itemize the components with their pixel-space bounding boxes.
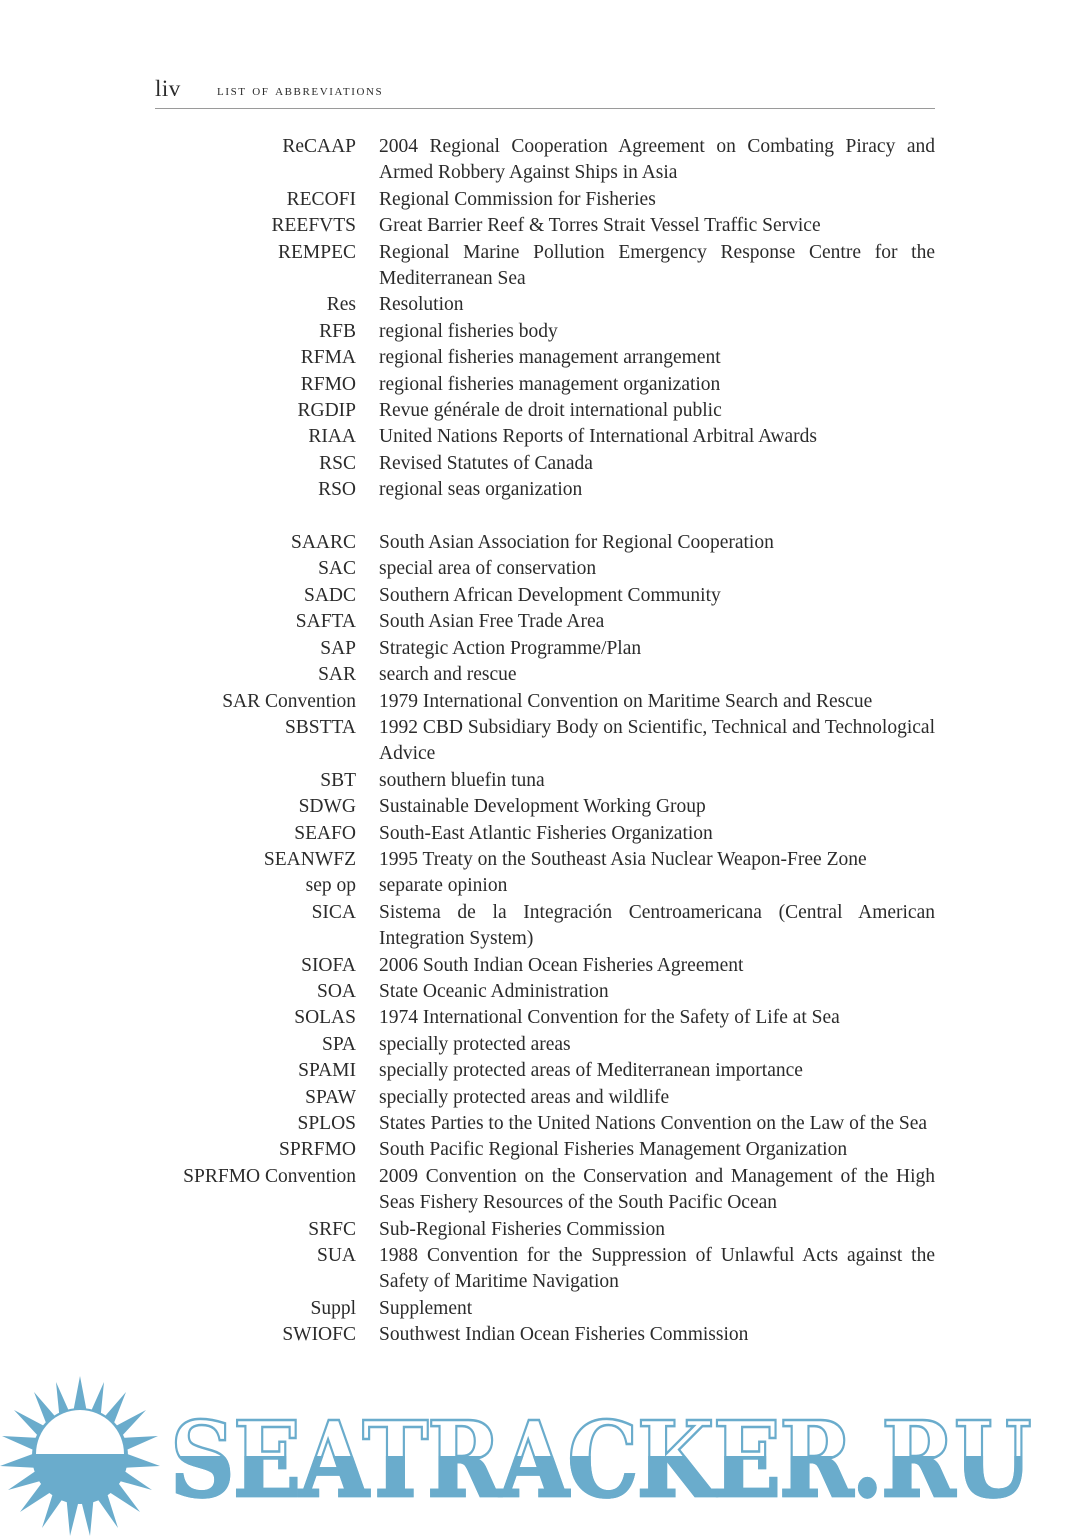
abbreviation-definition: regional seas organization — [379, 479, 583, 501]
abbreviation-definition: Resolution — [379, 294, 464, 316]
abbreviation-definition: specially protected areas and wildlife — [379, 1086, 670, 1108]
abbreviation-term: SIOFA — [301, 954, 356, 976]
abbreviation-term: SWIOFC — [282, 1324, 356, 1346]
abbreviation-entry — [0, 979, 1080, 1005]
abbreviation-definition: Supplement — [379, 1297, 473, 1319]
abbreviation-entry — [0, 556, 1080, 582]
abbreviation-term: SPRFMO Convention — [183, 1165, 356, 1187]
abbreviation-entry — [0, 1111, 1080, 1137]
abbreviation-term: SOLAS — [294, 1007, 356, 1029]
abbreviation-term: SEANWFZ — [263, 848, 356, 870]
sun-icon — [0, 1376, 160, 1536]
abbreviation-term: SOA — [316, 980, 356, 1002]
abbreviation-term: RECOFI — [286, 188, 356, 210]
abbreviation-definition: southern bluefin tuna — [379, 769, 545, 791]
abbreviation-entry — [0, 213, 1080, 239]
abbreviation-definition: search and rescue — [379, 664, 517, 686]
running-head-title: list of abbreviations — [217, 82, 384, 99]
abbreviation-definition: Strategic Action Programme/Plan — [379, 637, 642, 659]
abbreviation-entry — [0, 1217, 1080, 1243]
abbreviation-definition: South Asian Free Trade Area — [379, 611, 605, 633]
abbreviation-entry — [0, 873, 1080, 899]
abbreviation-definition: Sustainable Development Working Group — [379, 796, 706, 818]
abbreviation-term: SPRFMO — [279, 1139, 356, 1161]
abbreviation-definition: Southwest Indian Ocean Fisheries Commission — [379, 1324, 749, 1346]
abbreviation-term: SPAW — [305, 1086, 356, 1108]
abbreviation-term: Suppl — [310, 1297, 356, 1319]
abbreviation-entry — [0, 530, 1080, 556]
abbreviation-definition: specially protected areas of Mediterranean importance — [379, 1060, 803, 1082]
abbreviation-entry — [0, 292, 1080, 318]
abbreviation-entry — [0, 187, 1080, 213]
abbreviation-definition: regional fisheries body — [379, 320, 558, 342]
abbreviation-definition: Southern African Development Community — [379, 584, 721, 606]
abbreviation-definition: separate opinion — [379, 875, 508, 897]
abbreviation-term: SPLOS — [297, 1113, 356, 1135]
abbreviation-term: ReCAAP — [282, 136, 356, 157]
abbreviation-entry — [0, 953, 1080, 979]
abbreviation-entry — [0, 900, 1080, 953]
abbreviation-term: SAARC — [290, 532, 356, 554]
abbreviation-term: SICA — [311, 901, 356, 923]
section-r — [0, 134, 1080, 504]
page-number: liv — [155, 76, 181, 101]
abbreviation-entry — [0, 1243, 1080, 1296]
abbreviation-entry — [0, 794, 1080, 820]
abbreviation-entry — [0, 609, 1080, 635]
abbreviation-definition: South Pacific Regional Fisheries Management Organization — [379, 1139, 848, 1161]
abbreviation-term: SPA — [322, 1033, 356, 1055]
abbreviation-definition: 2009 Convention on the Conservation and Management of the High Seas Fishery Resources of the South Pacific Ocean — [379, 1165, 935, 1214]
abbreviation-term: SAP — [320, 637, 356, 659]
abbreviation-term: SRFC — [308, 1218, 356, 1240]
abbreviation-entry — [0, 636, 1080, 662]
abbreviation-term: RGDIP — [297, 400, 356, 422]
abbreviation-term: RSC — [319, 452, 356, 474]
abbreviation-entry — [0, 1296, 1080, 1322]
abbreviation-definition: 1992 CBD Subsidiary Body on Scientific, Technical and Technological Advice — [379, 716, 935, 765]
header-rule — [155, 108, 935, 109]
abbreviation-definition: specially protected areas — [379, 1033, 571, 1055]
abbreviation-definition: South-East Atlantic Fisheries Organization — [379, 822, 713, 844]
abbreviation-entry — [0, 715, 1080, 768]
abbreviation-definition: South Asian Association for Regional Cooperation — [379, 532, 774, 554]
abbreviation-term: RFB — [319, 320, 356, 342]
abbreviation-term: SAFTA — [295, 611, 356, 633]
abbreviation-term: REEFVTS — [271, 215, 356, 237]
abbreviation-term: SEAFO — [294, 822, 356, 844]
abbreviation-definition: 2006 South Indian Ocean Fisheries Agreement — [379, 954, 744, 976]
abbreviation-term: SBT — [320, 769, 356, 791]
abbreviation-definition: State Oceanic Administration — [379, 980, 609, 1002]
abbreviation-entry — [0, 847, 1080, 873]
abbreviation-definition: United Nations Reports of International Arbitral Awards — [379, 426, 817, 448]
section-s — [0, 530, 1080, 1349]
abbreviation-term: Res — [326, 294, 356, 316]
abbreviation-entry — [0, 477, 1080, 503]
abbreviation-term: SUA — [316, 1245, 356, 1267]
abbreviation-term: SBSTTA — [284, 716, 356, 738]
abbreviation-entry — [0, 398, 1080, 424]
abbreviation-entry — [0, 1032, 1080, 1058]
abbreviation-term: RIAA — [308, 426, 356, 448]
abbreviation-entry — [0, 821, 1080, 847]
watermark — [0, 1372, 1080, 1522]
abbreviation-definition: 1995 Treaty on the Southeast Asia Nuclear Weapon-Free Zone — [379, 848, 867, 870]
abbreviation-definition: Regional Commission for Fisheries — [379, 188, 656, 210]
abbreviation-definition: 1979 International Convention on Maritime Search and Rescue — [379, 690, 873, 712]
abbreviation-definition: Sub-Regional Fisheries Commission — [379, 1218, 666, 1240]
section-divider — [0, 504, 1080, 530]
abbreviation-definition: regional fisheries management organization — [379, 373, 721, 395]
abbreviation-term: SADC — [303, 584, 356, 606]
abbreviation-term: RFMA — [300, 347, 356, 369]
abbreviation-entry — [0, 424, 1080, 450]
abbreviation-entry — [0, 319, 1080, 345]
watermark-text: SEATRACKER.RU — [170, 1398, 1031, 1521]
abbreviation-entry — [0, 1322, 1080, 1348]
abbreviation-term: RFMO — [300, 373, 356, 395]
abbreviation-definition: States Parties to the United Nations Convention on the Law of the Sea — [379, 1113, 928, 1135]
abbreviation-definition: Great Barrier Reef & Torres Strait Vessel Traffic Service — [379, 215, 821, 237]
abbreviation-term: SAR — [318, 664, 356, 686]
abbreviation-term: SPAMI — [298, 1060, 356, 1082]
abbreviation-definition: Regional Marine Pollution Emergency Response Centre for the Mediterranean Sea — [379, 241, 935, 290]
abbreviation-term: SDWG — [298, 796, 356, 818]
abbreviation-entry — [0, 1005, 1080, 1031]
abbreviation-entry — [0, 662, 1080, 688]
abbreviation-entry — [0, 768, 1080, 794]
abbreviations-list — [0, 134, 1080, 1349]
abbreviation-entry — [0, 1137, 1080, 1163]
abbreviation-term: sep op — [305, 875, 356, 897]
abbreviation-entry — [0, 1058, 1080, 1084]
abbreviation-definition: Sistema de la Integración Centroamericana (Central American Integration System) — [379, 901, 935, 950]
abbreviation-definition: 2004 Regional Cooperation Agreement on Combating Piracy and Armed Robbery Against Ships in Asia — [379, 136, 935, 184]
abbreviation-term: REMPEC — [277, 241, 356, 263]
abbreviation-definition: special area of conservation — [379, 558, 597, 580]
abbreviation-definition: Revue générale de droit international public — [379, 400, 722, 422]
abbreviation-term: SAR Convention — [222, 690, 356, 712]
abbreviation-definition: 1974 International Convention for the Safety of Life at Sea — [379, 1007, 840, 1029]
abbreviation-term: RSO — [318, 479, 356, 501]
abbreviation-entry — [0, 689, 1080, 715]
running-head — [155, 74, 935, 104]
abbreviation-entry — [0, 372, 1080, 398]
abbreviation-entry — [0, 240, 1080, 293]
abbreviation-definition: 1988 Convention for the Suppression of Unlawful Acts against the Safety of Maritime Navigation — [379, 1245, 935, 1293]
abbreviation-definition: regional fisheries management arrangement — [379, 347, 721, 369]
abbreviation-entry — [0, 451, 1080, 477]
abbreviation-definition: Revised Statutes of Canada — [379, 452, 593, 474]
abbreviation-entry — [0, 583, 1080, 609]
abbreviation-entry — [0, 1085, 1080, 1111]
abbreviation-term: SAC — [318, 558, 356, 580]
abbreviation-entry — [0, 1164, 1080, 1217]
abbreviation-entry — [0, 345, 1080, 371]
abbreviation-entry — [0, 134, 1080, 187]
